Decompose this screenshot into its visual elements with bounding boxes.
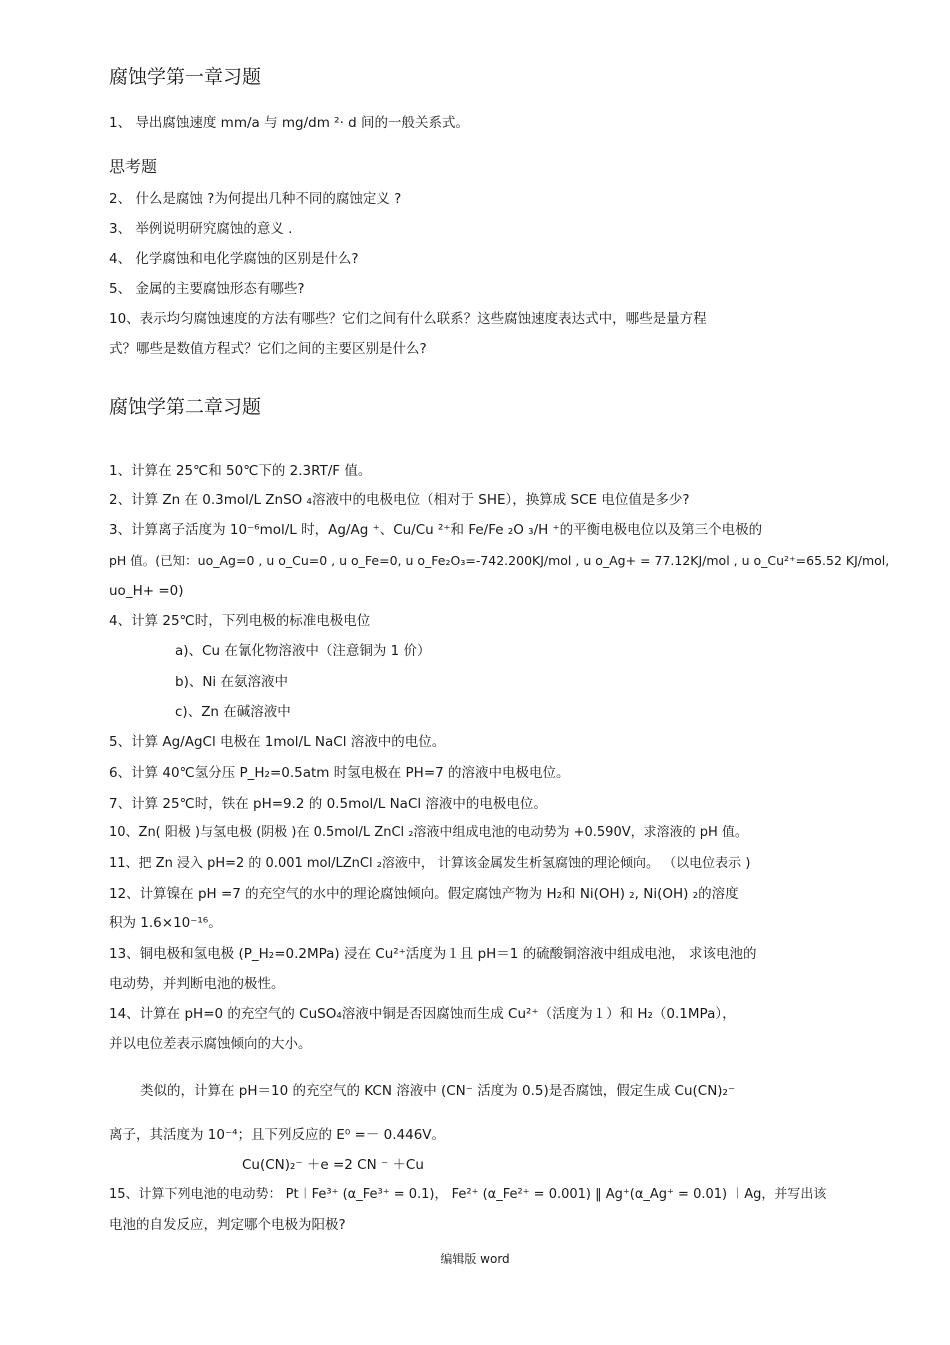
ch2-question-5: 5、计算 Ag/AgCl 电极在 1mol/L NaCl 溶液中的电位。 [109,734,446,750]
page-footer: 编辑版 word [440,1252,510,1266]
ch2-question-3: 3、计算离子活度为 10⁻⁶mol/L 时，Ag/Ag ⁺、Cu/Cu ²⁺和 Fe/Fe ₂O ₃/H ⁺的平衡电极电位以及第三个电极的 [109,522,763,538]
reaction-equation: Cu(CN)₂⁻ ＋e =2 CN ⁻ ＋Cu [242,1157,424,1173]
thinking-questions-title: 思考题 [109,157,158,176]
ch2-question-4: 4、计算 25℃时，下列电极的标准电极电位 [109,613,371,629]
ch2-question-14: 14、计算在 pH=0 的充空气的 CuSO₄溶液中铜是否因腐蚀而生成 Cu²⁺（活度为１）和 H₂（0.1MPa）， [109,1006,736,1022]
chapter1-title: 腐蚀学第一章习题 [109,66,262,88]
ch2-question-3-cont: pH 值。(已知：uo_Ag=0 , u o_Cu=0 , u o_Fe=0, u o_Fe₂O₃=-742.200KJ/mol , u o_Ag+ = 77.12KJ/mol , u o_Cu²⁺=65.52 KJ/mol, [109,553,890,568]
ch2-question-7: 7、计算 25℃时，铁在 pH=9.2 的 0.5mol/L NaCl 溶液中的电极电位。 [109,796,547,812]
ch2-similar-question-cont: 离子，其活度为 10⁻⁴；且下列反应的 E⁰ =－ 0.446V。 [109,1127,446,1143]
ch2-question-10: 10、Zn( 阳极 )与氢电极 (阴极 )在 0.5mol/L ZnCl ₂溶液中组成电池的电动势为 +0.590V，求溶液的 pH 值。 [109,825,748,840]
ch1-question-4: 4、 化学腐蚀和电化学腐蚀的区别是什么? [109,251,359,267]
ch2-question-11: 11、把 Zn 浸入 pH=2 的 0.001 mol/LZnCl ₂溶液中， 计算该金属发生析氢腐蚀的理论倾向。 （以电位表示 ) [109,856,751,871]
ch2-question-6: 6、计算 40℃氢分压 P_H₂=0.5atm 时氢电极在 PH=7 的溶液中电极电位。 [109,765,570,781]
ch1-question-2: 2、 什么是腐蚀 ?为何提出几种不同的腐蚀定义 ? [109,191,402,207]
ch2-question-14-cont: 并以电位差表示腐蚀倾向的大小。 [109,1036,312,1052]
ch2-question-12: 12、计算镍在 pH =7 的充空气的水中的理论腐蚀倾向。假定腐蚀产物为 H₂和 Ni(OH) ₂, Ni(OH) ₂的溶度 [109,886,739,902]
ch2-question-4b: b)、Ni 在氨溶液中 [175,674,288,690]
ch2-question-12-cont: 积为 1.6×10⁻¹⁶。 [109,915,222,931]
ch2-question-2: 2、计算 Zn 在 0.3mol/L ZnSO ₄溶液中的电极电位（相对于 SHE），换算成 SCE 电位值是多少? [109,492,690,508]
ch1-question-10: 10、表示均匀腐蚀速度的方法有哪些？它们之间有什么联系？这些腐蚀速度表达式中，哪些是量方程 [109,311,707,327]
ch2-similar-question: 类似的，计算在 pH＝10 的充空气的 KCN 溶液中 (CN⁻ 活度为 0.5)是否腐蚀，假定生成 Cu(CN)₂⁻ [140,1083,736,1099]
ch1-question-10-cont: 式？哪些是数值方程式？它们之间的主要区别是什么? [109,341,427,357]
ch2-question-4a: a)、Cu 在氰化物溶液中（注意铜为 1 价） [175,643,431,659]
ch2-question-15-cont: 电池的自发反应，判定哪个电极为阳极? [109,1217,346,1233]
chapter2-title: 腐蚀学第二章习题 [109,396,262,418]
ch2-question-15: 15、计算下列电池的电动势： Pt︱Fe³⁺ (α_Fe³⁺ = 0.1)， Fe²⁺ (α_Fe²⁺ = 0.001) ‖ Ag⁺(α_Ag⁺ = 0.01) ︱Ag，并写出该 [109,1187,827,1202]
ch2-question-3-end: uo_H+ =0) [109,583,184,599]
ch2-question-13-cont: 电动势，并判断电池的极性。 [109,976,285,992]
ch1-question-1: 1、 导出腐蚀速度 mm/a 与 mg/dm ²· d 间的一般关系式。 [109,115,470,131]
ch2-question-1: 1、计算在 25℃和 50℃下的 2.3RT/F 值。 [109,463,372,479]
ch1-question-5: 5、 金属的主要腐蚀形态有哪些? [109,281,305,297]
ch1-question-3: 3、 举例说明研究腐蚀的意义 . [109,221,293,237]
ch2-question-13: 13、铜电极和氢电极 (P_H₂=0.2MPa) 浸在 Cu²⁺活度为１且 pH＝1 的硫酸铜溶液中组成电池， 求该电池的 [109,946,757,962]
ch2-question-4c: c)、Zn 在碱溶液中 [175,704,291,720]
